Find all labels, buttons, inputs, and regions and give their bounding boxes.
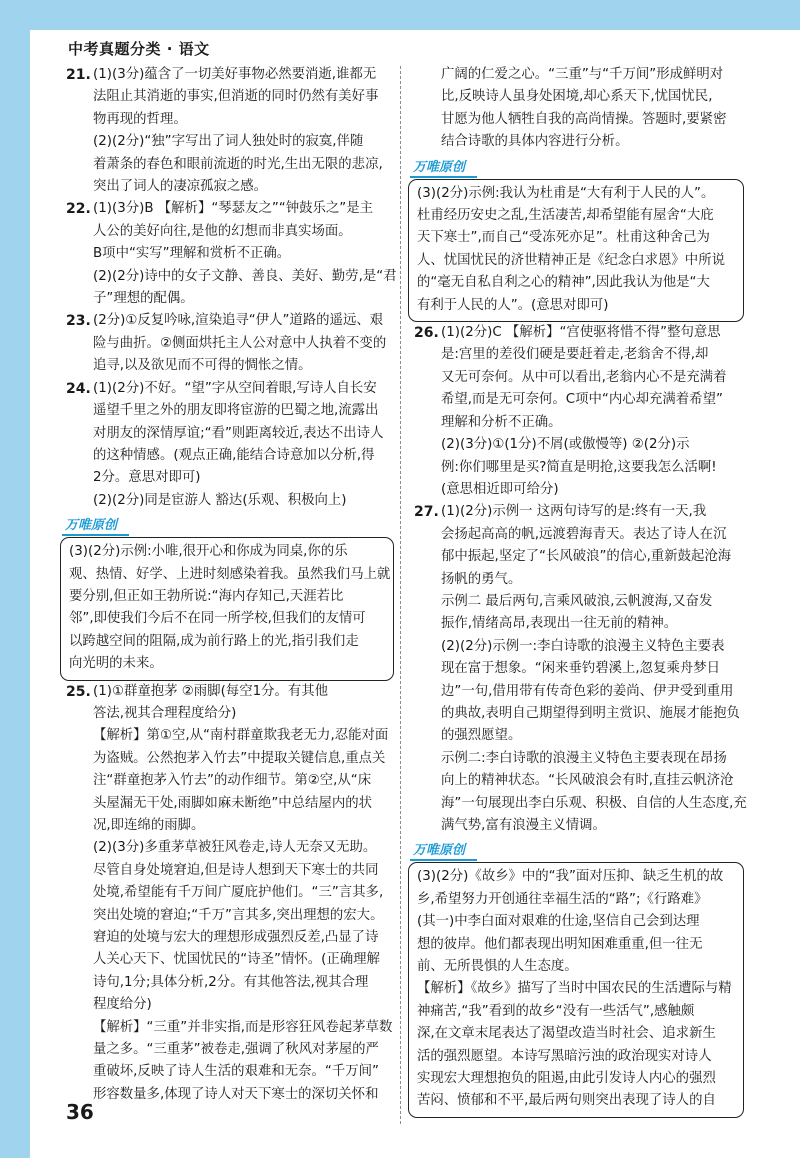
text-line: 人公的美好向往,是他的幻想而非真实场面。 bbox=[93, 223, 352, 239]
text-line: 前、无所畏惧的人生态度。 bbox=[417, 959, 578, 975]
answer-item bbox=[66, 681, 394, 1107]
text-line: 示例二:李白诗歌的浪漫主义特色主要表现在昂扬 bbox=[441, 750, 727, 766]
page-number: 36 bbox=[66, 1100, 94, 1124]
text-line: (意思相近即可给分) bbox=[441, 481, 559, 497]
text-line: 突出处境的窘迫;“千万”言其多,突出理想的宏大。 bbox=[93, 907, 384, 923]
text-line: (2)(3分)①(1分)不屑(或傲慢等) ②(2分)示 bbox=[441, 437, 690, 453]
original-question-box bbox=[60, 537, 394, 680]
text-line: B项中“实写”理解和赏析不正确。 bbox=[93, 246, 291, 262]
text-line: 结合诗歌的具体内容进行分析。 bbox=[441, 134, 629, 150]
text-line: 神痛苦,“我”看到的故乡“没有一些活气”,感触颇 bbox=[417, 1003, 695, 1019]
text-line: 活的强烈愿望。本诗写黑暗污浊的政治现实对诗人 bbox=[417, 1048, 712, 1064]
text-line: 边”一句,借用带有传奇色彩的姜尚、伊尹受到重用 bbox=[441, 683, 734, 699]
text-line: 杜甫经历安史之乱,生活凄苦,却希望能有屋舍“大庇 bbox=[417, 208, 714, 224]
text-line: 例:你们哪里是买?简直是明抢,这要我怎么活啊! bbox=[441, 459, 717, 475]
text-line: 2分。意思对即可) bbox=[93, 470, 201, 486]
text-line: 法阻止其消逝的事实,但消逝的同时仍然有美好事 bbox=[93, 89, 379, 105]
badge-label: 万唯原创 bbox=[62, 517, 129, 536]
text-line: (3)(2分)示例:我认为杜甫是“大有利于人民的人”。 bbox=[417, 185, 715, 201]
text-line: 程度给分) bbox=[93, 997, 152, 1013]
text-line: (3)(2分)示例:小唯,很开心和你成为同桌,你的乐 bbox=[69, 544, 348, 560]
text-line: 答法,视其合理程度给分) bbox=[93, 705, 237, 721]
text-line: 【解析】第①空,从“南村群童欺我老无力,忍能对面 bbox=[93, 728, 389, 744]
text-line: 乡,希望努力开创通往幸福生活的“路”;《行路难》 bbox=[417, 891, 708, 907]
text-line: 要分别,但正如王勃所说:“海内存知己,天涯若比 bbox=[69, 588, 344, 604]
question-number: 26. bbox=[414, 325, 439, 342]
text-line: 人、忧国忧民的济世精神正是《纪念白求恩》中所说 bbox=[417, 252, 725, 268]
text-line: (1)(2分)示例一 这两句诗写的是:终有一天,我 bbox=[441, 504, 707, 520]
answer-paragraph bbox=[66, 266, 397, 311]
wanwei-original-badge bbox=[62, 515, 394, 535]
text-line: 险与曲折。②侧面烘托主人公对意中人执着不变的 bbox=[93, 335, 387, 351]
question-number: 27. bbox=[414, 504, 439, 521]
text-line: 着萧条的春色和眼前流逝的时光,生出无限的悲凉, bbox=[93, 156, 383, 172]
text-line: (1)(3分)B 【解析】“琴瑟友之”“钟鼓乐之”是主 bbox=[93, 201, 373, 217]
text-line: 是:宫里的差役们硬是要赶着走,老翁舍不得,却 bbox=[441, 347, 709, 363]
text-line: 注“群童抱茅入竹去”的动作细节。第②空,从“床 bbox=[93, 773, 372, 789]
text-line: 郁中振起,坚定了“长风破浪”的信心,重新鼓起沧海 bbox=[441, 549, 732, 565]
text-line: (3)(2分)《故乡》中的“我”面对压抑、缺乏生机的故 bbox=[417, 869, 724, 885]
text-line: 以跨越空间的阻隔,成为前行路上的光,指引我们走 bbox=[69, 633, 359, 649]
question-number: 24. bbox=[66, 380, 91, 397]
text-line: 的典故,表明自己期望得到明主赏识、施展才能抱负 bbox=[441, 705, 740, 721]
text-line: 【解析】《故乡》描写了当时中国农民的生活遭际与精 bbox=[417, 981, 732, 997]
original-question-box bbox=[408, 179, 744, 322]
text-line: 为盗贼。公然抱茅入竹去”中提取关键信息,重点关 bbox=[93, 750, 386, 766]
text-line: 突出了词人的凄凉孤寂之感。 bbox=[93, 179, 268, 195]
text-line: (2)(2分)诗中的女子文静、善良、美好、勤劳,是“君 bbox=[93, 268, 397, 284]
text-line: 广阔的仁爱之心。“三重”与“千万间”形成鲜明对 bbox=[441, 67, 724, 82]
text-line: 振作,情绪高昂,表现出一往无前的精神。 bbox=[441, 616, 678, 632]
text-line: 会扬起高高的帆,远渡碧海青天。表达了诗人在沉 bbox=[441, 526, 727, 542]
page-header-title: 中考真题分类 · 语文 bbox=[68, 40, 210, 58]
text-line: (2)(3分)多重茅草被狂风卷走,诗人无奈又无助。 bbox=[93, 840, 377, 856]
text-line: (2)(2分)同是宦游人 豁达(乐观、积极向上) bbox=[93, 492, 347, 508]
text-line: 满气势,富有浪漫主义情调。 bbox=[441, 818, 606, 833]
text-line: 诗句,1分;具体分析,2分。有其他答法,视其合理 bbox=[93, 974, 369, 990]
text-line: 希望,而是无可奈何。C项中“内心却充满着希望” bbox=[441, 392, 723, 408]
text-line: 头屋漏无干处,雨脚如麻未断绝”中总结屋内的状 bbox=[93, 795, 373, 811]
answer-item bbox=[414, 322, 744, 501]
answer-item bbox=[66, 378, 394, 490]
answer-paragraph bbox=[66, 131, 394, 198]
answer-paragraph bbox=[414, 64, 744, 154]
answer-item bbox=[66, 64, 394, 131]
text-line: (2)(2分)“独”字写出了词人独处时的寂寞,伴随 bbox=[93, 134, 364, 150]
answer-item bbox=[66, 310, 394, 377]
text-line: 苦闷、愤郁和不平,最后两句则突出表现了诗人的自 bbox=[417, 1093, 716, 1109]
text-line: 甘愿为他人牺牲自我的高尚情操。答题时,要紧密 bbox=[441, 111, 727, 127]
text-line: (其一)中李白面对艰难的仕途,坚信自己会到达理 bbox=[417, 914, 700, 930]
text-line: 量之多。“三重茅”被卷走,强调了秋风对茅屋的严 bbox=[93, 1042, 379, 1058]
left-color-band bbox=[0, 0, 30, 1158]
text-line: 向光明的未来。 bbox=[69, 656, 163, 672]
text-line: 实现宏大理想抱负的阻遏,由此引发诗人内心的强烈 bbox=[417, 1071, 716, 1087]
text-line: 邻”,即使我们今后不在同一所学校,但我们的友情可 bbox=[69, 611, 366, 627]
text-line: 况,即连绵的雨脚。 bbox=[93, 818, 205, 833]
text-line: (2分)①反复吟咏,渲染追寻“伊人”道路的遥远、艰 bbox=[93, 313, 384, 329]
original-question-box bbox=[408, 862, 744, 1117]
text-line: 理解和分析不正确。 bbox=[441, 414, 562, 430]
text-line: 的“毫无自私自利之心的精神”,因此我认为他是“大 bbox=[417, 275, 710, 291]
text-line: 有利于人民的人”。(意思对即可) bbox=[417, 297, 609, 313]
text-line: 窘迫的处境与宏大的理想形成强烈反差,凸显了诗 bbox=[93, 930, 379, 946]
text-line: (1)(2分)不好。“望”字从空间着眼,写诗人自长安 bbox=[93, 380, 377, 396]
text-line: 对朋友的深情厚谊;“看”则距离较近,表达不出诗人 bbox=[93, 425, 384, 441]
answer-paragraph bbox=[66, 490, 394, 512]
question-number: 22. bbox=[66, 201, 91, 218]
text-line: 追寻,以及欲见而不可得的惆怅之情。 bbox=[93, 358, 312, 374]
text-line: 处境,希望能有千万间广厦庇护他们。“三”言其多, bbox=[93, 885, 384, 901]
right-column bbox=[413, 64, 747, 1118]
text-line: (2)(2分)示例一:李白诗歌的浪漫主义特色主要表 bbox=[441, 638, 725, 654]
text-line: 【解析】“三重”并非实指,而是形容狂风卷起茅草数 bbox=[93, 1019, 393, 1035]
text-line: 重破坏,反映了诗人生活的艰难和无奈。“千万间” bbox=[93, 1064, 379, 1080]
text-line: 人关心天下、忧国忧民的“诗圣”情怀。(正确理解 bbox=[93, 952, 380, 968]
text-line: 观、热情、好学、上进时刻感染着我。虽然我们马上就 bbox=[69, 566, 391, 582]
text-line: 示例二 最后两句,言乘风破浪,云帆渡海,又奋发 bbox=[441, 593, 713, 609]
question-number: 21. bbox=[66, 67, 91, 83]
text-line: 子”理想的配偶。 bbox=[93, 291, 194, 307]
text-line: 形容数量多,体现了诗人对天下寒士的深切关怀和 bbox=[93, 1086, 379, 1102]
answer-item bbox=[414, 501, 747, 837]
badge-label: 万唯原创 bbox=[410, 842, 477, 861]
question-number: 23. bbox=[66, 313, 91, 330]
text-line: 遥望千里之外的朋友即将宦游的巴蜀之地,流露出 bbox=[93, 403, 379, 419]
text-line: 深,在文章末尾表达了渴望改造当时社会、追求新生 bbox=[417, 1026, 716, 1042]
text-line: (1)①群童抱茅 ②雨脚(每空1分。有其他 bbox=[93, 683, 329, 699]
text-line: 向上的精神状态。“长风破浪会有时,直挂云帆济沧 bbox=[441, 773, 734, 789]
column-divider bbox=[400, 66, 401, 1124]
text-line: 又无可奈何。从中可以看出,老翁内心不是充满着 bbox=[441, 369, 727, 385]
wanwei-original-badge bbox=[410, 840, 744, 860]
text-line: 的强烈愿望。 bbox=[441, 728, 522, 744]
text-line: 海”一句展现出李白乐观、积极、自信的人生态度,充 bbox=[441, 795, 747, 811]
text-line: 尽管自身处境窘迫,但是诗人想到天下寒士的共同 bbox=[93, 862, 379, 878]
text-line: 的这种情感。(观点正确,能结合诗意加以分析,得 bbox=[93, 447, 375, 463]
text-line: 物再现的哲理。 bbox=[93, 111, 187, 127]
left-column bbox=[65, 64, 397, 1106]
text-line: 想的彼岸。他们都表现出明知困难重重,但一往无 bbox=[417, 936, 703, 952]
question-number: 25. bbox=[66, 683, 91, 700]
text-line: 扬帆的勇气。 bbox=[441, 571, 522, 587]
text-line: (1)(2分)C 【解析】“宫使驱将惜不得”整句意思 bbox=[441, 325, 721, 341]
text-line: 天下寒士”,而自己“受冻死亦足”。杜甫这种舍己为 bbox=[417, 230, 710, 246]
answer-item bbox=[66, 198, 394, 265]
text-line: (1)(3分)蕴含了一切美好事物必然要消逝,谁都无 bbox=[93, 67, 377, 82]
text-line: 现在富于想象。“闲来垂钓碧溪上,忽复乘舟梦日 bbox=[441, 661, 721, 677]
top-color-band bbox=[0, 0, 800, 30]
badge-label: 万唯原创 bbox=[410, 159, 477, 178]
wanwei-original-badge bbox=[410, 157, 744, 177]
text-line: 比,反映诗人虽身处困境,却心系天下,忧国忧民, bbox=[441, 89, 713, 105]
